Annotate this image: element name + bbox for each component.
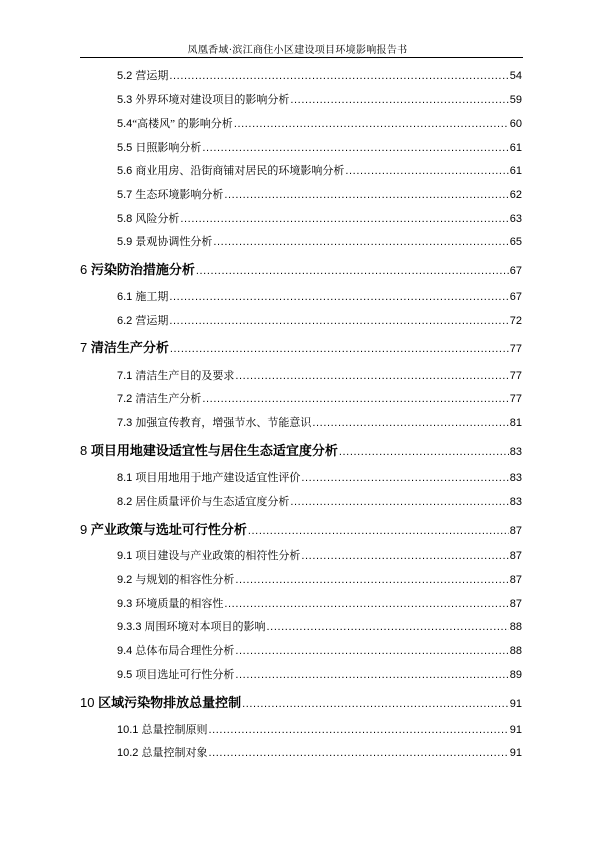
toc-dot-leader: [345, 165, 508, 177]
toc-entry-label: [117, 162, 344, 178]
toc-entry-number: 9: [80, 522, 91, 537]
toc-entry-title: 生态环境影响分析: [135, 189, 224, 201]
toc-entry-label: [117, 115, 233, 131]
toc-page-number: 77: [509, 343, 522, 355]
toc-entry-number: 8: [80, 443, 91, 458]
toc-entry-number: 9.2: [117, 574, 136, 586]
toc-entry-title: 区域污染物排放总量控制: [98, 695, 242, 710]
toc-entry-number: 5.4: [117, 118, 133, 130]
toc-entry-number: 6.1: [117, 291, 136, 303]
toc-dot-leader: [301, 472, 508, 484]
toc-page-number: 62: [509, 189, 522, 201]
toc-page-number: 87: [509, 525, 522, 537]
toc-chapter-entry[interactable]: [80, 519, 522, 538]
toc-page-number: 89: [509, 669, 522, 681]
toc-entry-number: 8.1: [117, 472, 136, 484]
toc-section-entry[interactable]: [117, 91, 522, 107]
toc-entry-number: 10: [80, 695, 99, 710]
toc-entry-label: [117, 618, 266, 634]
toc-section-entry[interactable]: [117, 595, 522, 611]
toc-entry-title: 总量控制对象: [141, 747, 208, 759]
toc-dot-leader: [234, 118, 509, 130]
toc-section-entry[interactable]: [117, 469, 522, 485]
toc-section-entry[interactable]: [117, 162, 522, 178]
toc-dot-leader: [224, 598, 508, 610]
toc-entry-title: 风险分析: [135, 213, 180, 225]
toc-entry-title: “高楼风” 的影响分析: [132, 118, 233, 130]
toc-dot-leader: [208, 747, 508, 759]
toc-section-entry[interactable]: [117, 67, 522, 83]
toc-dot-leader: [290, 496, 508, 508]
toc-entry-title: 清洁生产分析: [90, 340, 169, 355]
toc-entry-number: 5.5: [117, 142, 136, 154]
header-rule: [80, 57, 523, 58]
toc-entry-number: 7.2: [117, 393, 136, 405]
toc-entry-number: 9.3.3: [117, 621, 145, 633]
toc-dot-leader: [290, 94, 508, 106]
toc-section-entry[interactable]: [117, 744, 522, 760]
toc-page-number: 81: [509, 417, 522, 429]
toc-entry-title: 项目建设与产业政策的相符性分析: [135, 550, 301, 562]
toc-entry-title: 项目用地建设适宜性与居住生态适宜度分析: [90, 443, 338, 458]
toc-entry-label: [117, 721, 207, 737]
toc-entry-title: 与规划的相容性分析: [135, 574, 235, 586]
toc-page-number: 83: [509, 446, 522, 458]
toc-entry-label: [117, 139, 201, 155]
toc-section-entry[interactable]: [117, 288, 522, 304]
toc-entry-label: [117, 390, 201, 406]
toc-entry-label: [117, 642, 234, 658]
toc-dot-leader: [235, 669, 508, 681]
toc-section-entry[interactable]: [117, 642, 522, 658]
toc-entry-title: 居住质量评价与生态适宜度分析: [135, 496, 290, 508]
toc-section-entry[interactable]: [117, 493, 522, 509]
toc-section-entry[interactable]: [117, 618, 522, 634]
toc-chapter-entry[interactable]: [80, 440, 522, 459]
toc-entry-label: [117, 288, 168, 304]
toc-page-number: 83: [509, 472, 522, 484]
toc-entry-number: 5.2: [117, 70, 136, 82]
toc-entry-title: 污染防治措施分析: [90, 262, 195, 277]
toc-section-entry[interactable]: [117, 312, 522, 328]
toc-section-entry[interactable]: [117, 139, 522, 155]
toc-page-number: 61: [509, 165, 522, 177]
toc-dot-leader: [169, 291, 508, 303]
toc-entry-title: 周围环境对本项目的影响: [144, 621, 266, 633]
toc-section-entry[interactable]: [117, 210, 522, 226]
toc-entry-label: [117, 571, 234, 587]
toc-entry-title: 外界环境对建设项目的影响分析: [135, 94, 290, 106]
toc-entry-number: 9.1: [117, 550, 136, 562]
toc-dot-leader: [267, 621, 509, 633]
toc-entry-title: 环境质量的相容性: [135, 598, 224, 610]
toc-section-entry[interactable]: [117, 390, 522, 406]
toc-entry-title: 项目用地用于地产建设适宜性评价: [135, 472, 301, 484]
toc-entry-label: [117, 595, 223, 611]
toc-entry-title: 产业政策与选址可行性分析: [90, 522, 247, 537]
toc-entry-label: [117, 414, 311, 430]
toc-chapter-entry[interactable]: [80, 259, 522, 278]
toc-dot-leader: [208, 724, 508, 736]
toc-page-number: 91: [509, 747, 522, 759]
toc-entry-label: [80, 692, 241, 711]
toc-entry-title: 总量控制原则: [141, 724, 208, 736]
toc-entry-label: [117, 493, 289, 509]
toc-page-number: 77: [509, 393, 522, 405]
toc-chapter-entry[interactable]: [80, 337, 522, 356]
toc-page-number: 67: [509, 291, 522, 303]
toc-entry-label: [80, 440, 338, 459]
toc-dot-leader: [235, 370, 508, 382]
toc-page-number: 72: [509, 315, 522, 327]
toc-dot-leader: [170, 343, 509, 355]
toc-entry-number: 9.4: [117, 645, 136, 657]
toc-section-entry[interactable]: [117, 547, 522, 563]
toc-section-entry[interactable]: [117, 115, 522, 131]
toc-page-number: 59: [509, 94, 522, 106]
toc-dot-leader: [202, 393, 508, 405]
toc-entry-title: 项目选址可行性分析: [135, 669, 235, 681]
toc-entry-label: [117, 91, 289, 107]
toc-entry-title: 加强宣传教育，增强节水、节能意识: [135, 417, 312, 429]
toc-page-number: 54: [509, 70, 522, 82]
toc-page-number: 60: [509, 118, 522, 130]
running-header: 凤凰香域·滨江商住小区建设项目环境影响报告书: [187, 45, 408, 56]
toc-page-number: 87: [509, 574, 522, 586]
toc-entry-number: 8.2: [117, 496, 136, 508]
toc-section-entry[interactable]: [117, 186, 522, 202]
toc-entry-title: 总体布局合理性分析: [135, 645, 235, 657]
toc-entry-number: 5.8: [117, 213, 136, 225]
toc-entry-title: 清洁生产分析: [135, 393, 202, 405]
toc-section-entry[interactable]: [117, 666, 522, 682]
toc-entry-number: 7.1: [117, 370, 136, 382]
toc-dot-leader: [235, 645, 508, 657]
toc-dot-leader: [339, 446, 509, 458]
toc-page-number: 88: [509, 645, 522, 657]
toc-section-entry[interactable]: [117, 367, 522, 383]
toc-entry-title: 施工期: [135, 291, 169, 303]
toc-dot-leader: [180, 213, 508, 225]
toc-entry-title: 清洁生产目的及要求: [135, 370, 235, 382]
toc-entry-number: 6.2: [117, 315, 136, 327]
toc-entry-label: [117, 744, 207, 760]
toc-dot-leader: [248, 525, 509, 537]
toc-section-entry[interactable]: [117, 721, 522, 737]
toc-section-entry[interactable]: [117, 233, 522, 249]
toc-page-number: 88: [509, 621, 522, 633]
toc-entry-title: 营运期: [135, 315, 169, 327]
toc-entry-label: [117, 367, 234, 383]
toc-entry-label: [117, 186, 223, 202]
toc-entry-label: [117, 469, 300, 485]
toc-dot-leader: [301, 550, 508, 562]
toc-entry-number: 9.3: [117, 598, 136, 610]
toc-page-number: 61: [509, 142, 522, 154]
toc-entry-label: [80, 337, 169, 356]
toc-page-number: 91: [509, 724, 522, 736]
toc-entry-label: [117, 233, 212, 249]
toc-dot-leader: [312, 417, 508, 429]
toc-dot-leader: [202, 142, 508, 154]
toc-chapter-entry[interactable]: [80, 692, 522, 711]
toc-dot-leader: [169, 70, 508, 82]
toc-dot-leader: [242, 698, 509, 710]
toc-entry-label: [80, 259, 195, 278]
toc-entry-number: 6: [80, 262, 91, 277]
toc-dot-leader: [213, 236, 508, 248]
toc-entry-number: 7.3: [117, 417, 136, 429]
toc-entry-label: [117, 67, 168, 83]
toc-entry-title: 商业用房、沿街商铺对居民的环境影响分析: [135, 165, 345, 177]
toc-page-number: 83: [509, 496, 522, 508]
toc-entry-label: [117, 666, 234, 682]
toc-page-number: 91: [509, 698, 522, 710]
toc-page-number: 87: [509, 598, 522, 610]
toc-entry-label: [80, 519, 247, 538]
toc-entry-number: 10.1: [117, 724, 142, 736]
toc-entry-number: 5.3: [117, 94, 136, 106]
toc-dot-leader: [235, 574, 508, 586]
toc-entry-label: [117, 547, 300, 563]
toc-section-entry[interactable]: [117, 414, 522, 430]
toc-entry-number: 5.9: [117, 236, 136, 248]
toc-dot-leader: [169, 315, 508, 327]
toc-entry-title: 日照影响分析: [135, 142, 202, 154]
toc-page-number: 87: [509, 550, 522, 562]
toc-entry-title: 营运期: [135, 70, 169, 82]
toc-entry-number: 5.6: [117, 165, 136, 177]
toc-dot-leader: [224, 189, 508, 201]
toc-entry-label: [117, 312, 168, 328]
toc-page-number: 67: [509, 265, 522, 277]
toc-entry-label: [117, 210, 179, 226]
toc-section-entry[interactable]: [117, 571, 522, 587]
toc-entry-title: 景观协调性分析: [135, 236, 213, 248]
toc-entry-number: 5.7: [117, 189, 136, 201]
toc-page-number: 65: [509, 236, 522, 248]
toc-entry-number: 10.2: [117, 747, 142, 759]
toc-page-number: 63: [509, 213, 522, 225]
toc-entry-number: 9.5: [117, 669, 136, 681]
toc-entry-number: 7: [80, 340, 91, 355]
toc-dot-leader: [196, 265, 509, 277]
toc-page-number: 77: [509, 370, 522, 382]
